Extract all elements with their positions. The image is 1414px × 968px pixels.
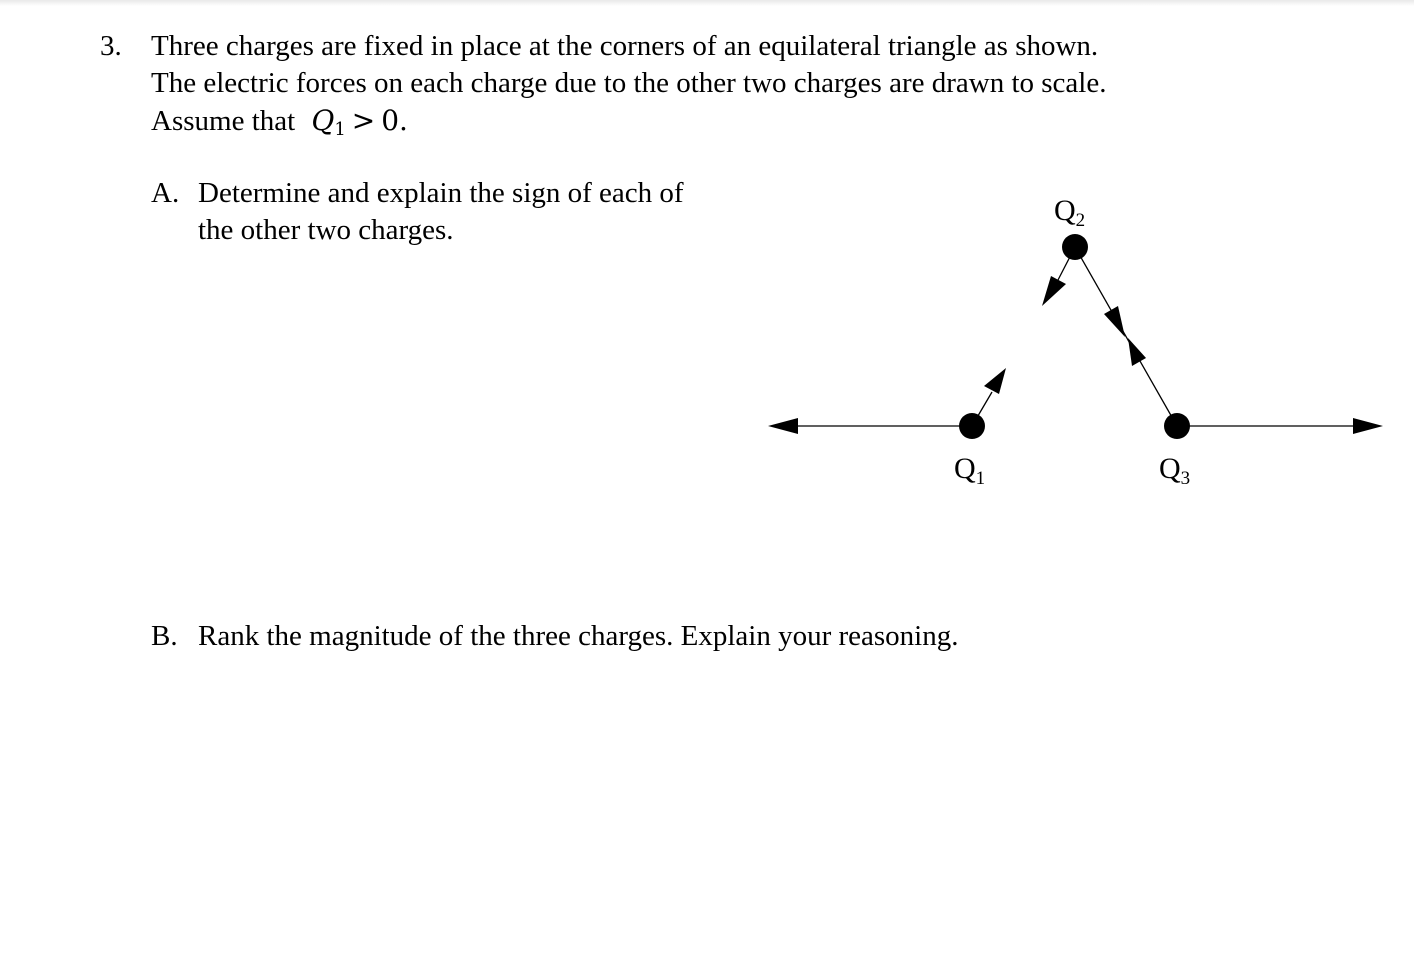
part-a-line-1: Determine and explain the sign of each of xyxy=(198,177,684,209)
assumption-variable: Q xyxy=(311,104,335,137)
question-line-1: Three charges are fixed in place at the corners of an equilateral triangle as shown. xyxy=(151,30,1099,62)
part-a-label: A. xyxy=(151,177,180,209)
charge-q3-dot xyxy=(1164,413,1190,439)
assumption-value: 0. xyxy=(381,104,408,137)
charge-q1-dot xyxy=(959,413,985,439)
charge-q1-subscript: 1 xyxy=(975,468,986,489)
part-b-text: Rank the magnitude of the three charges. Explain your reasoning. xyxy=(198,620,959,652)
assumption-prefix: Assume that xyxy=(151,105,296,137)
charge-q2-subscript: 2 xyxy=(1075,210,1086,231)
charge-q2-letter: Q xyxy=(1054,194,1076,227)
part-b-label: B. xyxy=(151,620,178,652)
q2-q3-force-line xyxy=(1075,247,1177,426)
assumption-relation: > xyxy=(351,104,376,137)
q3-force-right-arrowhead xyxy=(1353,418,1383,434)
charge-q1-label xyxy=(954,452,985,489)
q1-force-up-arrowhead xyxy=(984,368,1006,394)
question-line-2: The electric forces on each charge due to the other two charges are drawn to scale. xyxy=(151,67,1107,99)
charge-q2-dot xyxy=(1062,234,1088,260)
charge-q1-letter: Q xyxy=(954,452,976,485)
q1-force-left-arrowhead xyxy=(768,418,798,434)
q2-force-toward-q3-arrowhead xyxy=(1104,306,1125,337)
q2-force-down-left-arrowhead xyxy=(1042,276,1066,306)
charge-q3-letter: Q xyxy=(1159,452,1181,485)
assumption-subscript: 1 xyxy=(334,119,346,140)
part-a-line-2: the other two charges. xyxy=(198,214,454,246)
charge-q3-label xyxy=(1159,452,1190,489)
charge-q2-label xyxy=(1054,194,1085,231)
question-number: 3. xyxy=(100,30,122,62)
q3-force-toward-q2-arrowhead xyxy=(1128,338,1146,366)
charge-q3-subscript: 3 xyxy=(1180,468,1191,489)
